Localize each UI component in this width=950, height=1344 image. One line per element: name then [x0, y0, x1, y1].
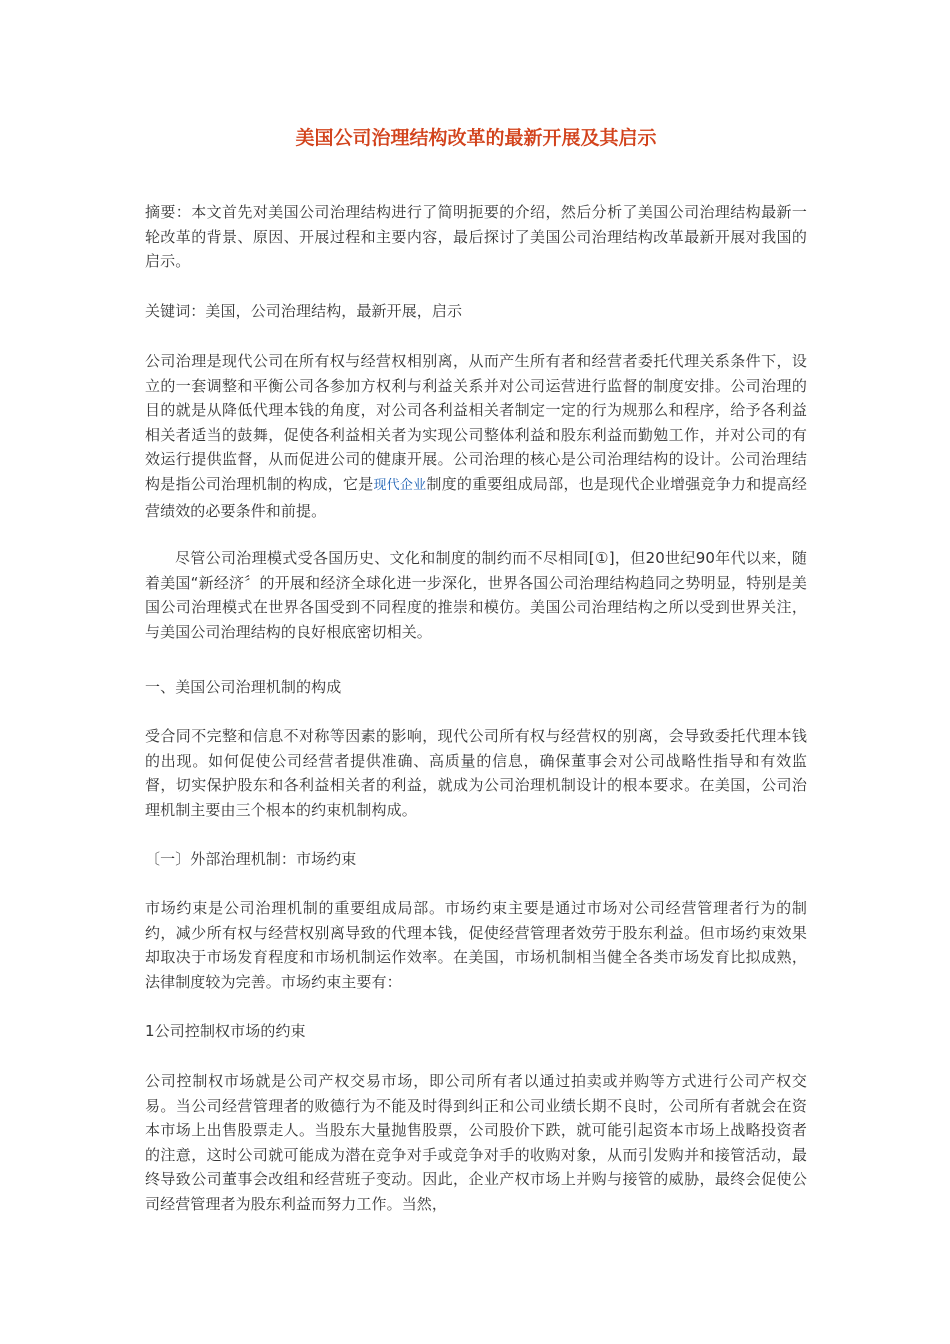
governance-trend-paragraph: 尽管公司治理模式受各国历史、文化和制度的制约而不尽相同[①]，但20世纪90年代以来，随着美国“新经济〞的开展和经济全球化进一步深化，世界各国公司治理结构趋同之势明显，特别是美国公司治理模式在世界各国受到不同程度的推崇和模仿。美国公司治理结构之所以受到世界关注，与美国公司治理结构的良好根底密切相关。	[145, 549, 807, 641]
control-market-paragraph: 公司控制权市场就是公司产权交易市场，即公司所有者以通过拍卖或并购等方式进行公司产权交易。当公司经营管理者的败德行为不能及时得到纠正和公司业绩长期不良时，公司所有者就会在资本市场上出售股票走人。当股东大量抛售股票，公司股价下跌，就可能引起资本市场上战略投资者的注意，这时公司就可能成为潜在竞争对手或竞争对手的收购对象，从而引发购并和接管活动，最终导致公司董事会改组和经营班子变动。因此，企业产权市场上并购与接管的威胁，最终会促使公司经营管理者为股东利益而努力工作。当然，	[145, 1072, 807, 1213]
abstract-paragraph: 摘要：本文首先对美国公司治理结构进行了简明扼要的介绍，然后分析了美国公司治理结构最新一轮改革的背景、原因、开展过程和主要内容，最后探讨了美国公司治理结构改革最新开展对我国的启示。	[145, 203, 807, 271]
subsection-heading-control-market: 1公司控制权市场的约束	[145, 1022, 306, 1040]
market-constraint-paragraph: 市场约束是公司治理机制的重要组成局部。市场约束主要是通过市场对公司经营管理者行为的制约，减少所有权与经营权别离导致的代理本钱，促使经营管理者效劳于股东利益。但市场约束效果却取决于市场发育程度和市场机制运作效率。在美国，市场机制相当健全各类市场发育比拟成熟，法律制度较为完善。市场约束主要有：	[145, 899, 807, 991]
governance-mechanism-paragraph: 受合同不完整和信息不对称等因素的影响，现代公司所有权与经营权的别离，会导致委托代理本钱的出现。如何促使公司经营者提供准确、高质量的信息，确保董事会对公司战略性指导和有效监督，切实保护股东和各利益相关者的利益，就成为公司治理机制设计的根本要求。在美国，公司治理机制主要由三个根本的约束机制构成。	[145, 727, 807, 819]
section-heading-1: 一、美国公司治理机制的构成	[145, 678, 342, 696]
modern-enterprise-link[interactable]: 现代企业	[373, 477, 427, 493]
intro-text-before-link: 公司治理是现代公司在所有权与经营权相别离，从而产生所有者和经营者委托代理关系条件下，设立的一套调整和平衡公司各参加方权利与利益关系并对公司运营进行监督的制度安排。公司治理的目的就是从降低代理本钱的角度，对公司各利益相关者制定一定的行为规那么和程序，给予各利益相关者适当的鼓舞，促使各利益相关者为实现公司整体利益和股东利益而勤勉工作，并对公司的有效运行提供监督，从而促进公司的健康开展。公司治理的核心是公司治理结构的设计。公司治理结构是指公司治理机制的构成，它是	[145, 352, 807, 493]
subsection-heading-external: 〔一〕外部治理机制：市场约束	[145, 850, 357, 868]
document-title: 美国公司治理结构改革的最新开展及其启示	[295, 127, 657, 149]
keywords-paragraph: 关键词：美国，公司治理结构，最新开展，启示	[145, 302, 463, 320]
intro-text-after-link: 制度的重要组成局部，也是现代企业增强竞争力和提高经营绩效的必要条件和前提。	[145, 474, 807, 520]
intro-paragraph	[145, 349, 807, 523]
